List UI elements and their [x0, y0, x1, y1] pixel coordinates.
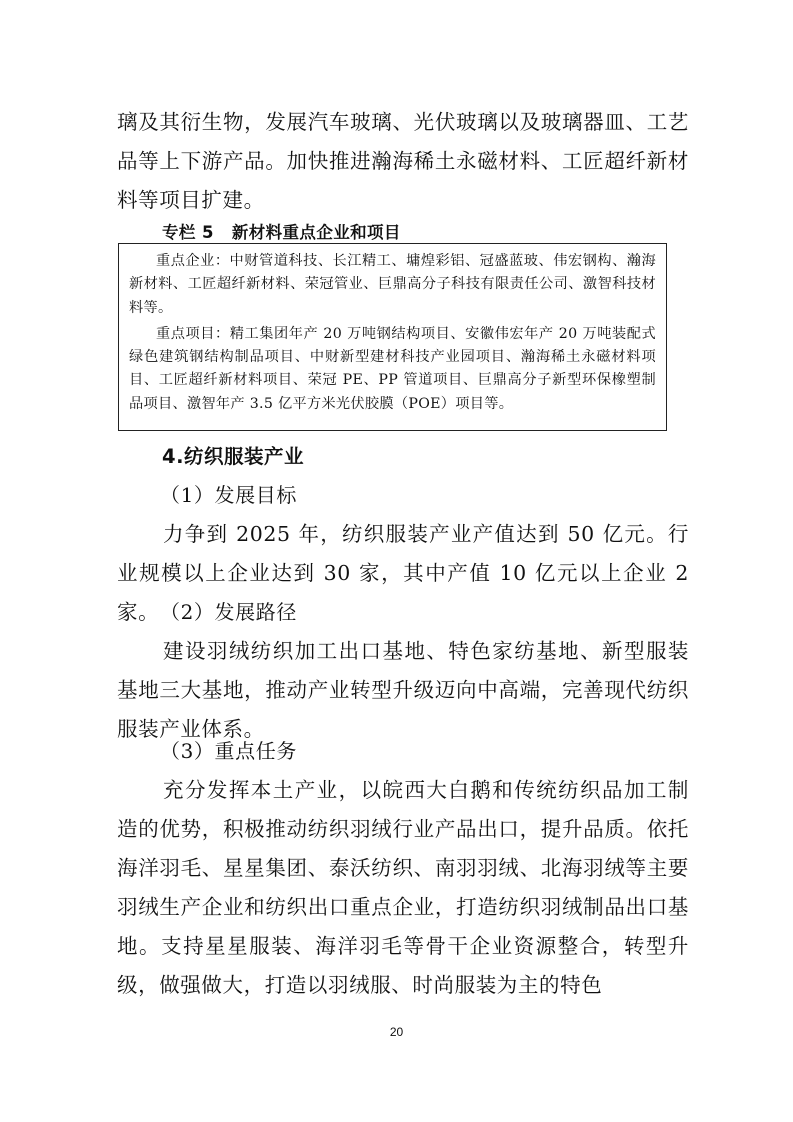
task-paragraph: 充分发挥本土产业，以皖西大白鹅和传统纺织品加工制造的优势，积极推动纺织羽绒行业产品出口，提升品质。依托海洋羽毛、星星集团、泰沃纺织、南羽羽绒、北海羽绒等主要羽绒生产企业和纺织出口重点企业，打造纺织羽绒制品出口基地。支持星星服装、海洋羽毛等骨干企业资源整合，转型升级，做强做大，打造以羽绒服、时尚服装为主的特色: [117, 778, 689, 997]
intro-paragraph: 璃及其衍生物，发展汽车玻璃、光伏玻璃以及玻璃器皿、工艺品等上下游产品。加快推进瀚海稀土永磁材料、工匠超纤新材料等项目扩建。: [117, 110, 689, 212]
column-box: [118, 243, 667, 431]
path-paragraph: 建设羽绒纺织加工出口基地、特色家纺基地、新型服装基地三大基地，推动产业转型升级迈向中高端，完善现代纺织服装产业体系。: [117, 639, 689, 741]
goal-heading: （1）发展目标: [160, 483, 297, 507]
column-title-text: 新材料重点企业和项目: [231, 223, 401, 242]
section-heading: 4.纺织服装产业: [162, 445, 304, 468]
column-title: [162, 219, 419, 243]
key-enterprises: 重点企业：中财管道科技、长江精工、墉煌彩铝、冠盛蓝玻、伟宏钢构、瀚海新材料、工匠超纤新材料、荣冠管业、巨鼎高分子科技有限责任公司、激智科技材料等。: [129, 253, 656, 316]
page-number: 20: [389, 1025, 404, 1039]
column-number: 专栏 5: [162, 223, 214, 242]
key-projects: 重点项目：精工集团年产 20 万吨钢结构项目、安徽伟宏年产 20 万吨装配式绿色建筑钢结构制品项目、中财新型建材科技产业园项目、瀚海稀土永磁材料项目、工匠超纤新材料项目、荣冠 PE、PP 管道项目、巨鼎高分子新型环保橡塑制品项目、激智年产 3.5 亿平方米光伏胶膜（POE）项目等。: [129, 325, 656, 412]
path-heading: （2）发展路径: [160, 600, 297, 624]
task-heading: （3）重点任务: [160, 739, 297, 763]
goal-paragraph: 力争到 2025 年，纺织服装产业产值达到 50 亿元。行业规模以上企业达到 30 家，其中产值 10 亿元以上企业 2 家。: [117, 522, 689, 624]
